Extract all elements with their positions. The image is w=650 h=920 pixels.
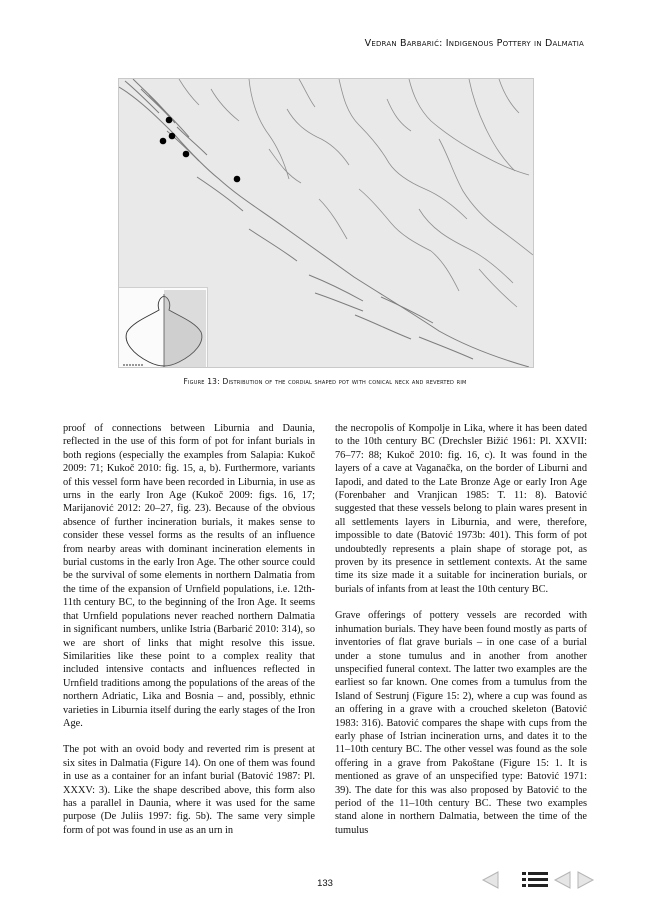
site-marker — [160, 138, 167, 145]
back-icon[interactable] — [552, 871, 572, 889]
left-column — [63, 422, 315, 850]
previous-page-icon[interactable] — [480, 871, 500, 889]
pot-drawing-inset — [119, 287, 208, 368]
figure-caption: Figure 13: Distribution of the cordial shaped pot with conical neck and reverted rim — [183, 377, 467, 386]
paragraph: the necropolis of Kompolje in Lika, where it has been dated to the 10th century BC (Drechsler Bižić 1961: Pl. XXVII: 76–77: 88; Kukoč 2010: fig. 16, c). It was found in the layers of a cave at Vaganačka, on the border of Liburni and Iapodi, and dated to the Late Bronze Age or early Iron Age (Forenbaher and Vranjican 1985: T. 11: 8). Batović suggested that these vessels belong to plain wares present in all settlements layers in Liburnia, and were, therefore, impossible to date (Batović 1973b: 401). This form of pot undoubtedly represents a plain shape of storage pot, as proven by its presence in settlement contexts. At the same time its size made it a suitable for incineration burials, or burials of infants from at least the 10th century BC. — [335, 423, 587, 595]
site-marker — [169, 133, 176, 140]
distribution-map-figure — [118, 78, 534, 368]
pot-profile-drawing — [119, 288, 207, 368]
paragraph: The pot with an ovoid body and reverted rim is present at six sites in Dalmatia (Figure 14). On one of them was found in use as a container for an infant burial (Batović 1987: Pl. XXXV: 3). Like the shape described above, this form also has a parallel in Daunia, where it was used for the same purpose (De Juliis 1997: fig. 5b). The same very simple form of pot was found in use as an urn in — [63, 744, 315, 836]
page-navigation — [480, 871, 596, 889]
paragraph: proof of connections between Liburnia and Daunia, reflected in the use of this form of pot for infant burials in both regions (especially the examples from Salapia: Kukoč 2009: 71; Kukoč 2010: fig. 15, a, b). Furthermore, variants of this vessel form have been recorded in Liburnia, in use as urns in the early Iron Age (Kukoč 2009: figs. 16, 17; Marijanović 2012: 20–27, fig. 23). Because of the obvious absence of further incineration burials, it makes sense to consider these vessel forms as the results of an influence from nearby areas with dominant incineration elements in burial customs in the early Iron Age. The other source could be the survival of some elements in northern Dalmatia from the time of the expansion of Urnfield populations, i.e. 12th-11th century BC, to the beginning of the Iron Age. It seems that Urnfield populations never reached northern Dalmatia in significant numbers, unlike Istria (Barbarić 2010: 314), so we are short of links that might resolve this issue. Similarities like these point to a complex reality that included intensive contacts and influences reflected in Urnfield traditions among the populations of the areas of the northern Adriatic, Lika and Bosnia – and, possibly, ethnic varieties in Liburnia itself during the early stages of the Iron Age. — [63, 423, 315, 729]
next-page-icon[interactable] — [576, 871, 596, 889]
site-marker — [183, 151, 190, 158]
menu-icon[interactable] — [522, 871, 548, 889]
spacer-icon — [504, 871, 518, 889]
right-column — [335, 422, 587, 850]
site-marker — [234, 176, 241, 183]
running-header: Vedran Barbarić: Indigenous Pottery in Dalmatia — [364, 38, 584, 49]
paragraph: Grave offerings of pottery vessels are recorded with inhumation burials. They have been found mostly as parts of inventories of flat grave burials – in one case of a burial under a stone tumulus and in another from another unspecified funeral context. The latter two examples are the earliest so far known. One comes from a tumulus from the Island of Sestrunj (Figure 15: 2), where a cup was found as an offering in a grave with a crouched skeleton (Batović 1983: 316). Batović compares the shape with cups from the early phase of Istrian incineration urns, and dates it to the 11–10th century BC. The other vessel was found as the sole offering in a grave from Pakoštane (Figure 15: 1. It is mentioned as grave of an unspecified type: Batović 1971: 39). The date for this was also proposed by Batović to the period of the 11–10th century BC. These two examples stand alone in northern Dalmatia, between the time of the tumulus — [335, 610, 587, 836]
page-number: 133 — [317, 878, 333, 889]
site-marker — [166, 117, 173, 124]
